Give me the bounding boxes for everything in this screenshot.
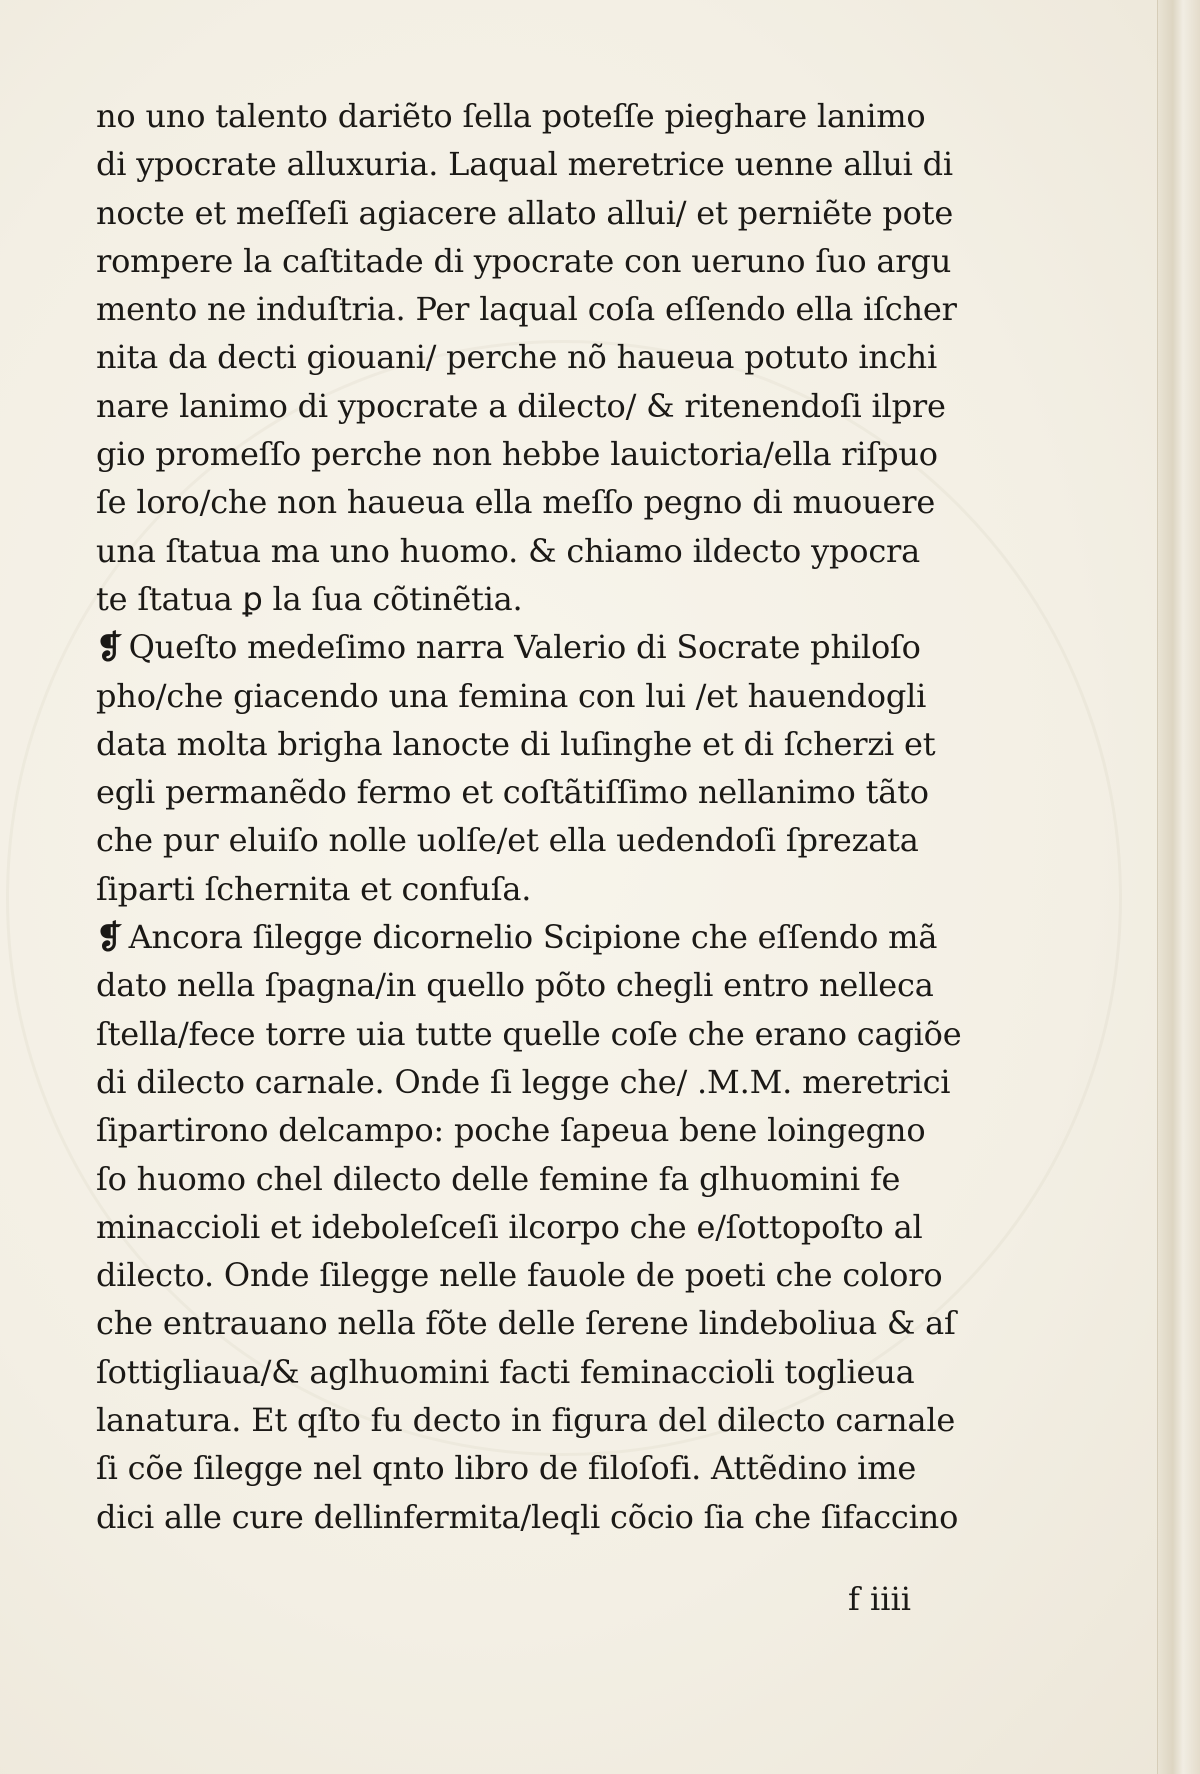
text-line: ſiparti ſchernita et confuſa. xyxy=(96,869,532,908)
text-line: ſottigliaua/& aglhuomini facti feminaccioli toglieua xyxy=(96,1352,915,1391)
page-edge xyxy=(1157,0,1200,1774)
text-line: che pur eluiſo nolle uolſe/et ella uedendoſi ſprezata xyxy=(96,821,919,860)
text-line: data molta brigha lanocte di luſinghe et di ſcherzi et xyxy=(96,724,936,763)
text-line-paragraph-start xyxy=(96,623,996,671)
text-line-paragraph-start xyxy=(96,913,996,961)
text-line: minaccioli et ideboleſceſi ilcorpo che e/ſottopoſto al xyxy=(96,1207,923,1246)
text-line: gio promeſſo perche non hebbe lauictoria/ella riſpuo xyxy=(96,435,938,474)
text-line: rompere la caſtitade di ypocrate con ueruno ſuo argu xyxy=(96,241,952,280)
text-line: nita da decti giouani/ perche nõ haueua potuto inchi xyxy=(96,338,937,377)
text-line: ſe loro/che non haueua ella meſſo pegno di muouere xyxy=(96,483,936,522)
text-line: dici alle cure dellinfermita/leqli cõcio ſia che ſifaccino xyxy=(96,1497,959,1536)
text-line: dilecto. Onde ſilegge nelle fauole de poeti che coloro xyxy=(96,1256,943,1295)
text-line: una ſtatua ma uno huomo. & chiamo ildecto ypocra xyxy=(96,531,921,570)
text-line-content: Ancora ſilegge dicornelio Scipione che eſſendo mã xyxy=(128,918,938,957)
text-line: te ſtatua ꝑ la ſua cõtinẽtia. xyxy=(96,579,523,618)
text-line: ſtella/fece torre uia tutte quelle coſe che erano cagiõe xyxy=(96,1014,962,1053)
text-line: egli permanẽdo fermo et coſtãtiſſimo nellanimo tãto xyxy=(96,773,929,812)
text-line: dato nella ſpagna/in quello põto chegli entro nelleca xyxy=(96,966,934,1005)
text-line: nocte et meſſeſi agiacere allato allui/ et perniẽte pote xyxy=(96,193,954,232)
text-line: ſi cõe ſilegge nel qnto libro de filoſofi. Attẽdino ime xyxy=(96,1449,917,1488)
text-line: di ypocrate alluxuria. Laqual meretrice uenne allui di xyxy=(96,145,953,184)
text-line: che entrauano nella fõte delle ſerene lindeboliua & aſ xyxy=(96,1304,956,1343)
text-line: mento ne induſtria. Per laqual coſa eſſendo ella iſcher xyxy=(96,290,957,329)
paragraph-mark-icon: ❡ xyxy=(96,628,123,667)
text-line: nare lanimo di ypocrate a dilecto/ & ritenendoſi ilpre xyxy=(96,386,946,425)
text-line: ſo huomo chel dilecto delle femine fa glhuomini fe xyxy=(96,1159,901,1198)
signature-mark: f iiii xyxy=(848,1580,911,1618)
text-line: lanatura. Et qſto fu decto in figura del dilecto carnale xyxy=(96,1401,956,1440)
text-line: no uno talento dariẽto ſella poteſſe pieghare lanimo xyxy=(96,97,926,135)
text-block xyxy=(96,92,996,1541)
text-line-content: Queſto medeſimo narra Valerio di Socrate philoſo xyxy=(128,628,921,667)
text-line: di dilecto carnale. Onde ſi legge che/ .M.M. meretrici xyxy=(96,1062,951,1101)
text-line: ſipartirono delcampo: poche ſapeua bene loingegno xyxy=(96,1111,926,1150)
text-line: pho/che giacendo una femina con lui /et hauendogli xyxy=(96,676,927,715)
paragraph-mark-icon: ❡ xyxy=(96,918,123,957)
